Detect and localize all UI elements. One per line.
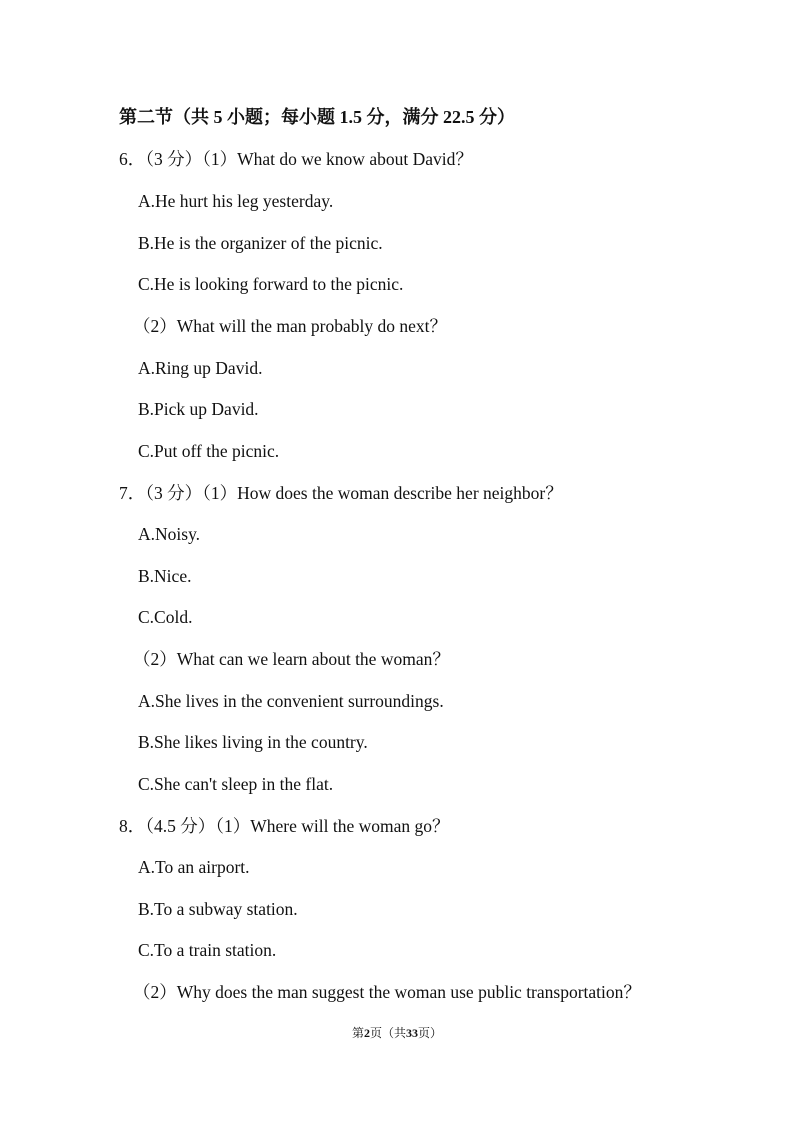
question-7-part1-option-c: C.Cold. <box>138 607 193 627</box>
question-7-part2-option-c: C.She can't sleep in the flat. <box>138 774 334 794</box>
question-7-part1-option-b: B.Nice. <box>138 566 192 586</box>
question-6-part2-option-a: A.Ring up David. <box>138 358 263 378</box>
question-6-part1-option-b: B.He is the organizer of the picnic. <box>138 233 383 253</box>
question-8-part1-option-b: B.To a subway station. <box>138 899 298 919</box>
footer-prefix: 第 <box>351 1026 364 1040</box>
question-6-header: 6．（3 分）（1）What do we know about David？ <box>119 149 473 169</box>
question-6-part2-option-c: C.Put off the picnic. <box>138 441 280 461</box>
footer-middle: 页（共 <box>369 1026 406 1040</box>
question-7-part2-prompt: （2）What can we learn about the woman？ <box>133 649 450 669</box>
footer-suffix: 页） <box>418 1026 443 1040</box>
question-7-part1-option-a: A.Noisy. <box>138 524 201 544</box>
question-6-part2-prompt: （2）What will the man probably do next？ <box>133 316 447 336</box>
question-8-header: 8．（4.5 分）（1）Where will the woman go？ <box>119 816 450 836</box>
question-7-part2-option-b: B.She likes living in the country. <box>138 732 368 752</box>
footer-total-pages: 33 <box>406 1026 418 1040</box>
question-6-part1-option-a: A.He hurt his leg yesterday. <box>138 191 334 211</box>
question-6-part1-option-c: C.He is looking forward to the picnic. <box>138 274 404 294</box>
question-7-header: 7．（3 分）（1）How does the woman describe her neighbor？ <box>119 483 563 503</box>
question-6-part2-option-b: B.Pick up David. <box>138 399 259 419</box>
footer-page-number: 2 <box>363 1026 370 1040</box>
question-8-part1-option-a: A.To an airport. <box>138 857 250 877</box>
question-7-part2-option-a: A.She lives in the convenient surroundings. <box>138 691 444 711</box>
question-8-part1-option-c: C.To a train station. <box>138 940 277 960</box>
question-8-part2-prompt: （2）Why does the man suggest the woman use public transportation？ <box>133 982 641 1002</box>
page-footer <box>0 1025 794 1041</box>
section-heading: 第二节（共 5 小题；每小题 1.5 分，满分 22.5 分） <box>119 107 515 127</box>
